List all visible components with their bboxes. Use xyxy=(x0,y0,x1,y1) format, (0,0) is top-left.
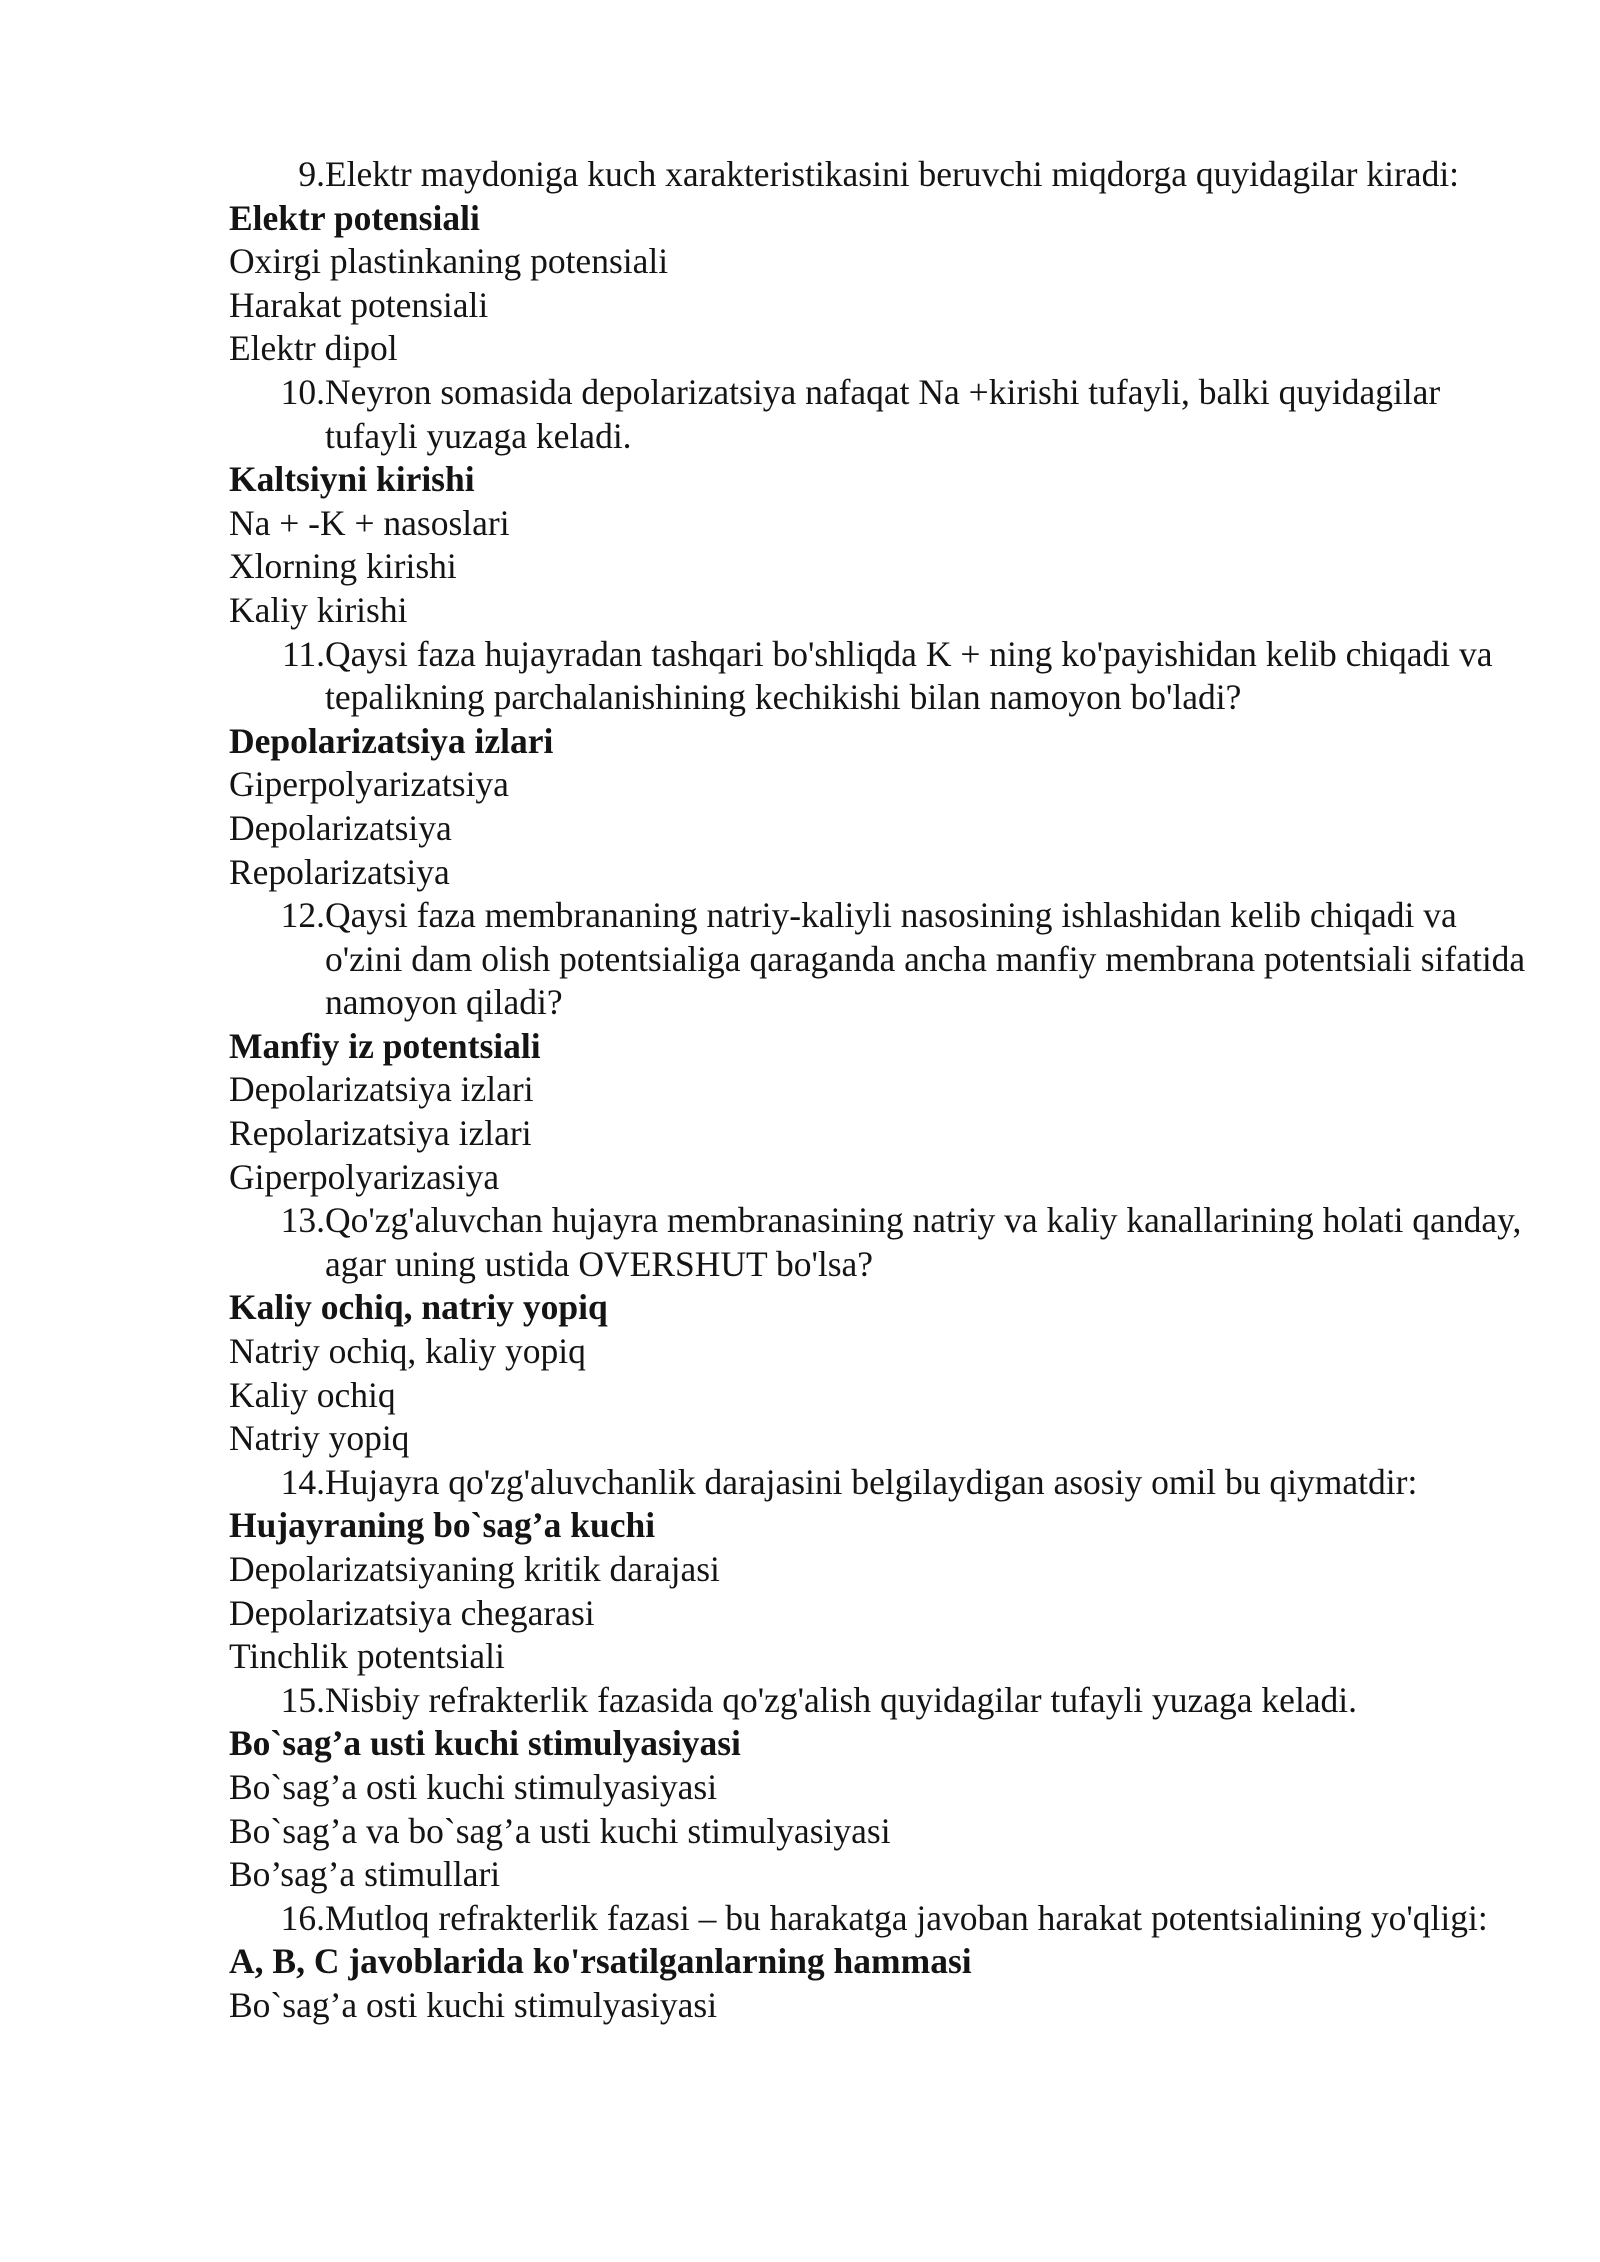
question-10 xyxy=(229,371,1529,458)
answer-option: Kaliy ochiq xyxy=(229,1374,396,1415)
question-15 xyxy=(229,1679,1529,1723)
question-12 xyxy=(229,894,1529,1025)
answer-option: Giperpolyarizasiya xyxy=(229,1156,500,1197)
correct-answer: Kaliy ochiq, natriy yopiq xyxy=(229,1287,608,1328)
document-page xyxy=(229,153,1529,2028)
answer-option: Elektr dipol xyxy=(229,328,398,369)
answer-option: Bo’sag’a stimullari xyxy=(229,1854,501,1895)
question-text: Qaysi faza membrananing natriy-kaliyli nasosining ishlashidan kelib chiqadi va o'zini dam olish potentsialiga qaraganda ancha manfiy membrana potentsiali sifatida namoyon qiladi? xyxy=(325,895,1526,1023)
answer-option: Oxirgi plastinkaning potensiali xyxy=(229,241,669,282)
question-text: Hujayra qo'zg'aluvchanlik darajasini belgilaydigan asosiy omil bu qiymatdir: xyxy=(325,1461,1418,1502)
answer-option: Depolarizatsiya chegarasi xyxy=(229,1592,595,1633)
question-14 xyxy=(229,1461,1529,1505)
question-number: 10. xyxy=(280,371,325,412)
answer-option: Depolarizatsiya izlari xyxy=(229,1069,534,1110)
answer-option: Tinchlik potentsiali xyxy=(229,1636,505,1677)
question-number: 9. xyxy=(298,154,325,194)
question-11 xyxy=(229,633,1529,720)
answer-option: Natriy yopiq xyxy=(229,1418,410,1459)
question-13 xyxy=(229,1199,1529,1286)
answer-option: Kaliy kirishi xyxy=(229,589,408,630)
correct-answer: Elektr potensiali xyxy=(229,197,480,238)
correct-answer: Hujayraning bo`sag’a kuchi xyxy=(229,1505,656,1546)
answer-option: Na + -K + nasoslari xyxy=(229,502,510,543)
question-9 xyxy=(229,153,1529,197)
correct-answer: A, B, C javoblarida ko'rsatilganlarning hammasi xyxy=(229,1941,972,1982)
question-number: 13. xyxy=(280,1200,325,1241)
question-text: Nisbiy refrakterlik fazasida qo'zg'alish quyidagilar tufayli yuzaga keladi. xyxy=(325,1679,1358,1720)
question-text: Elektr maydoniga kuch xarakteristikasini beruvchi miqdorga quyidagilar kiradi: xyxy=(325,154,1460,194)
question-number: 14. xyxy=(280,1461,325,1502)
question-16 xyxy=(229,1897,1529,1941)
correct-answer: Bo`sag’a usti kuchi stimulyasiyasi xyxy=(229,1723,741,1764)
question-text: Mutloq refrakterlik fazasi – bu harakatga javoban harakat potentsialining yo'qligi: xyxy=(325,1897,1488,1938)
question-text: Qo'zg'aluvchan hujayra membranasining natriy va kaliy kanallarining holati qanday, agar uning ustida OVERSHUT bo'lsa? xyxy=(325,1200,1522,1284)
answer-option: Repolarizatsiya xyxy=(229,851,450,892)
answer-option: Depolarizatsiya xyxy=(229,807,452,848)
answer-option: Bo`sag’a osti kuchi stimulyasiyasi xyxy=(229,1984,718,2025)
correct-answer: Kaltsiyni kirishi xyxy=(229,459,475,500)
question-text: Qaysi faza hujayradan tashqari bo'shliqda K + ning ko'payishidan kelib chiqadi va tepalikning parchalanishining kechikishi bilan namoyon bo'ladi? xyxy=(325,633,1493,718)
answer-option: Giperpolyarizatsiya xyxy=(229,764,509,805)
answer-option: Repolarizatsiya izlari xyxy=(229,1113,532,1154)
answer-option: Bo`sag’a va bo`sag’a usti kuchi stimulyasiyasi xyxy=(229,1810,891,1851)
answer-option: Harakat potensiali xyxy=(229,284,489,325)
question-text: Neyron somasida depolarizatsiya nafaqat Na +kirishi tufayli, balki quyidagilar tufayli yuzaga keladi. xyxy=(325,371,1441,456)
question-number: 12. xyxy=(280,895,325,936)
question-number: 15. xyxy=(280,1679,325,1720)
answer-option: Natriy ochiq, kaliy yopiq xyxy=(229,1331,586,1372)
question-number: 11. xyxy=(281,633,325,674)
answer-option: Depolarizatsiyaning kritik darajasi xyxy=(229,1549,720,1589)
correct-answer: Depolarizatsiya izlari xyxy=(229,720,554,761)
question-number: 16. xyxy=(280,1897,325,1938)
correct-answer: Manfiy iz potentsiali xyxy=(229,1025,541,1066)
answer-option: Bo`sag’a osti kuchi stimulyasiyasi xyxy=(229,1766,718,1807)
answer-option: Xlorning kirishi xyxy=(229,546,457,587)
